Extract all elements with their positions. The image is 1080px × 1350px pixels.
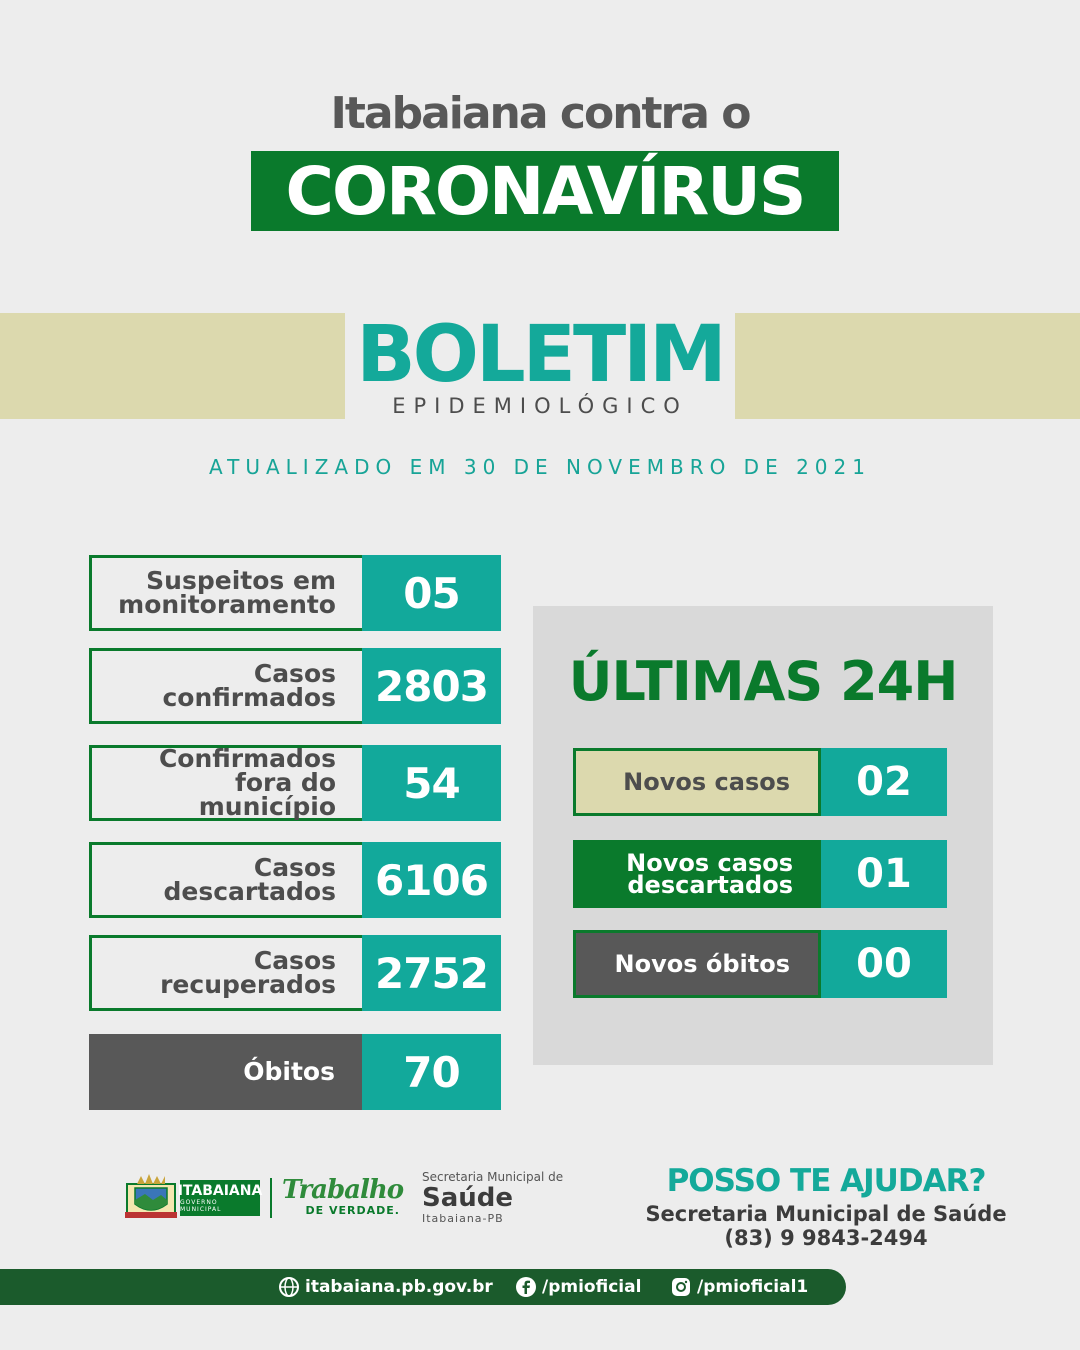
stat-value: 6106 [362,842,501,918]
saude-logo-line2: Saúde [422,1183,514,1213]
new-deaths-label: Novos óbitos [614,950,790,978]
stat-label-box [89,745,365,821]
stat-label-box [89,555,365,631]
band-right-decoration [735,313,1080,419]
trabalho-logo [282,1175,402,1219]
stat-value: 2803 [362,648,501,724]
stat-label-line2: monitoramento [118,590,336,619]
stat-suspects [89,555,501,631]
stat-label-line1: Casos [253,946,336,975]
trabalho-logo-subtext: DE VERDADE. [305,1204,400,1217]
stat-recovered [89,935,501,1011]
new-discarded-label-line1: Novos casos [626,849,793,877]
city-crest-icon [123,1170,179,1222]
stat-label [160,946,336,999]
stat-label-line2: confirmados [162,683,336,712]
website-link[interactable] [278,1276,493,1298]
stat-value: 70 [362,1034,501,1110]
new-cases-row [573,748,947,816]
itabaiana-logo-text: ITABAIANA [177,1183,263,1199]
last-24h-title: ÚLTIMAS 24H [568,650,958,713]
new-cases-label-box [573,748,821,816]
new-deaths-value: 00 [821,930,947,998]
stat-confirmed-outside [89,745,501,821]
website-text: itabaiana.pb.gov.br [305,1277,493,1297]
itabaiana-logo-subtext: GOVERNO MUNICIPAL [180,1199,222,1213]
stat-discarded [89,842,501,918]
new-discarded-label-line2: descartados [627,871,793,899]
help-organization: Secretaria Municipal de Saúde [645,1202,1007,1226]
instagram-link[interactable] [670,1276,808,1298]
trabalho-logo-text: Trabalho [282,1175,404,1205]
stat-label-line1: Casos [253,853,336,882]
stat-label-line2: recuperados [160,970,336,999]
new-deaths-label-box [573,930,821,998]
stat-value: 05 [362,555,501,631]
band-left-decoration [0,313,345,419]
bulletin-title: BOLETIM [356,310,724,400]
header-title: Itabaiana contra o [330,88,750,139]
stat-label-box [89,935,365,1011]
stat-label [92,744,336,821]
stat-label [163,853,336,906]
stat-value: 2752 [362,935,501,1011]
facebook-link[interactable] [515,1276,641,1298]
stat-label-line2: descartados [163,877,336,906]
help-phone[interactable]: (83) 9 9843-2494 [724,1226,928,1250]
bulletin-subtitle: EPIDEMIOLÓGICO [392,394,688,418]
saude-logo-line1: Secretaria Municipal de [422,1170,564,1184]
help-title: POSSO TE AJUDAR? [666,1163,986,1199]
coronavirus-banner [251,151,839,231]
stat-label-box [89,1034,365,1110]
stat-label-box [89,648,365,724]
saude-logo [422,1170,582,1225]
stat-label [162,659,336,712]
facebook-icon [515,1276,537,1298]
new-deaths-row [573,930,947,998]
saude-logo-line3: Itabaiana-PB [422,1212,504,1225]
new-discarded-label [626,849,793,899]
new-discarded-label-box [573,840,821,908]
stat-label [243,1057,335,1086]
stat-label-line1: Confirmados [158,744,336,773]
updated-date: ATUALIZADO EM 30 DE NOVEMBRO DE 2021 [209,455,871,479]
stat-label-box [89,842,365,918]
instagram-text: /pmioficial1 [697,1277,809,1297]
stat-deaths [89,1034,501,1110]
globe-icon [278,1276,300,1298]
stat-label-line1: Suspeitos em [146,566,336,595]
stat-confirmed [89,648,501,724]
instagram-icon [670,1276,692,1298]
coronavirus-banner-text: CORONAVÍRUS [285,152,805,230]
new-discarded-row [573,840,947,908]
itabaiana-logo [177,1180,263,1216]
logo-separator [270,1178,272,1218]
stat-label [118,566,336,619]
new-cases-label: Novos casos [623,768,790,796]
stat-value: 54 [362,745,501,821]
stat-label-line1: Óbitos [243,1057,335,1086]
facebook-text: /pmioficial [542,1277,642,1297]
new-discarded-value: 01 [821,840,947,908]
stat-label-line1: Casos [253,659,336,688]
stat-label-line2: fora do município [198,768,336,821]
new-cases-value: 02 [821,748,947,816]
